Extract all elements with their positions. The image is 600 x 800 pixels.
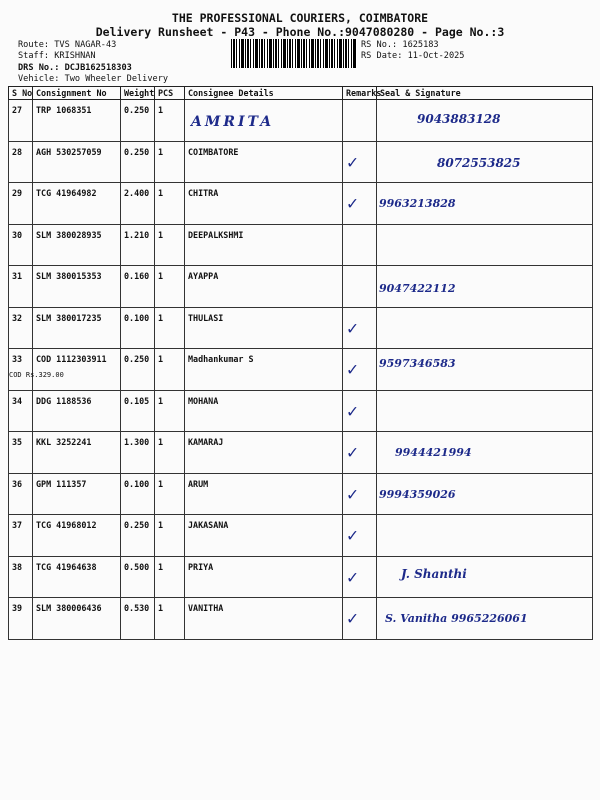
row-weight-text: 0.250 (124, 520, 150, 530)
row-sno-text: 31 (12, 271, 23, 281)
delivered-tick-mark: ✓ (347, 151, 358, 173)
col-consignee: Consignee Details (185, 87, 343, 100)
row-remarks (343, 432, 377, 474)
col-consignment: Consignment No (33, 87, 121, 100)
row-pcs (155, 598, 185, 640)
row-sno-text: 37 (12, 520, 23, 530)
consignee-name: Madhankumar S (188, 354, 254, 364)
row-consignment (33, 224, 121, 266)
row-signature (377, 515, 593, 557)
route-label: Route: TVS NAGAR-43 (18, 40, 117, 50)
handwritten-signature: 9963213828 (379, 197, 456, 210)
row-pcs (155, 100, 185, 142)
row-pcs-text: 1 (158, 437, 164, 447)
row-consignee (185, 266, 343, 308)
row-consignment (33, 432, 121, 474)
row-consignment (33, 266, 121, 308)
row-pcs-text: 1 (158, 229, 164, 240)
row-signature (377, 349, 593, 391)
row-sno-text: 27 (12, 105, 23, 115)
consignee-name: DEEPALKSHMI (188, 229, 244, 240)
row-consignee (185, 556, 343, 598)
row-sno (9, 100, 33, 142)
row-sno (9, 349, 33, 391)
row-consignment (33, 556, 121, 598)
row-consignment-text: TRP 1068351 (36, 105, 92, 115)
row-pcs-text: 1 (158, 561, 164, 572)
row-consignee (185, 515, 343, 557)
row-consignment-text: SLM 380017235 (36, 312, 102, 323)
row-pcs-text: 1 (158, 395, 164, 406)
rs-number: RS No.: 1625183 (361, 40, 439, 50)
delivered-tick-mark: ✓ (347, 400, 358, 422)
row-remarks (343, 515, 377, 557)
row-signature (377, 307, 593, 349)
row-weight-text: 0.160 (124, 271, 150, 281)
row-consignment (33, 100, 121, 142)
row-sno (9, 515, 33, 557)
row-sno (9, 266, 33, 308)
row-consignment-text: DDG 1188536 (36, 395, 92, 406)
row-sno-text: 36 (12, 478, 23, 489)
row-remarks (343, 349, 377, 391)
row-weight (121, 307, 155, 349)
consignee-name: COIMBATORE (188, 146, 239, 157)
row-signature (377, 100, 593, 142)
handwritten-signature: 9043883128 (417, 112, 501, 126)
row-weight (121, 349, 155, 391)
row-remarks (343, 473, 377, 515)
handwritten-signature: 9597346583 (379, 357, 456, 370)
row-pcs (155, 432, 185, 474)
delivered-tick-mark: ✓ (347, 566, 358, 588)
barcode-image (231, 39, 357, 68)
row-sno-text: 38 (12, 561, 23, 572)
row-pcs (155, 515, 185, 557)
row-consignee (185, 141, 343, 183)
row-remarks (343, 183, 377, 225)
row-signature (377, 183, 593, 225)
table-row (9, 598, 593, 640)
delivered-tick-mark: ✓ (347, 525, 358, 546)
delivery-table (8, 86, 593, 640)
row-consignment-text: AGH 530257059 (36, 146, 102, 157)
row-sno (9, 307, 33, 349)
table-row (9, 183, 593, 225)
table-row (9, 307, 593, 349)
row-weight (121, 598, 155, 640)
handwritten-signature: 9994359026 (379, 487, 456, 501)
row-consignee (185, 473, 343, 515)
row-consignee (185, 349, 343, 391)
row-weight (121, 432, 155, 474)
vehicle-label: Vehicle: Two Wheeler Delivery (18, 74, 169, 84)
row-remarks (343, 100, 377, 142)
consignee-name: KAMARAJ (188, 437, 224, 447)
row-pcs (155, 473, 185, 515)
row-consignment (33, 390, 121, 432)
row-pcs (155, 183, 185, 225)
handwritten-signature: 9047422112 (379, 282, 456, 295)
row-remarks (343, 141, 377, 183)
row-pcs-text: 1 (158, 146, 164, 157)
handwritten-signature: 9944421994 (395, 446, 472, 459)
row-signature (377, 556, 593, 598)
row-pcs-text: 1 (158, 105, 164, 115)
row-weight (121, 266, 155, 308)
row-sno (9, 141, 33, 183)
row-weight-text: 0.530 (124, 603, 150, 613)
row-sno-text: 28 (12, 146, 23, 157)
row-weight (121, 390, 155, 432)
table-row (9, 432, 593, 474)
handwritten-signature: S. Vanitha 9965226061 (385, 612, 528, 625)
row-consignment-text: TCG 41964982 (36, 188, 97, 198)
row-signature (377, 266, 593, 308)
row-weight-text: 0.100 (124, 312, 150, 323)
row-consignment (33, 183, 121, 225)
row-consignee (185, 307, 343, 349)
row-weight-text: 0.105 (124, 395, 150, 406)
row-sno-text: 35 (12, 437, 23, 447)
delivered-tick-mark: ✓ (347, 483, 358, 505)
row-remarks (343, 307, 377, 349)
row-pcs-text: 1 (158, 520, 164, 530)
row-pcs (155, 390, 185, 432)
row-sno (9, 556, 33, 598)
row-consignment-text: COD 1112303911 (36, 354, 107, 364)
col-pcs: PCS (155, 87, 185, 100)
handwritten-signature: 8072553825 (437, 155, 521, 170)
row-pcs-text: 1 (158, 478, 164, 489)
cod-amount: COD Rs.329.00 (9, 371, 64, 379)
row-sno (9, 224, 33, 266)
row-weight (121, 141, 155, 183)
row-sno-text: 30 (12, 229, 23, 240)
row-consignment (33, 598, 121, 640)
rs-date: RS Date: 11-Oct-2025 (361, 51, 465, 61)
consignee-name: CHITRA (188, 188, 219, 198)
table-row (9, 390, 593, 432)
row-sno-text: 29 (12, 188, 23, 198)
row-weight-text: 1.210 (124, 229, 150, 240)
row-consignment (33, 307, 121, 349)
table-row (9, 266, 593, 308)
col-remarks: Remarks (343, 87, 377, 100)
row-consignee (185, 598, 343, 640)
col-sno: S No (9, 87, 33, 100)
consignee-name: VANITHA (188, 603, 224, 613)
delivered-tick-mark: ✓ (347, 359, 358, 380)
table-row (9, 473, 593, 515)
row-sno-text: 33 (12, 354, 23, 364)
row-signature (377, 224, 593, 266)
row-weight-text: 2.400 (124, 188, 150, 198)
row-remarks (343, 390, 377, 432)
row-pcs-text: 1 (158, 188, 164, 198)
consignee-name: PRIYA (188, 561, 214, 572)
row-sno (9, 390, 33, 432)
row-weight-text: 0.500 (124, 561, 150, 572)
row-consignee (185, 183, 343, 225)
table-row (9, 515, 593, 557)
row-pcs (155, 556, 185, 598)
consignee-name: ARUM (188, 478, 209, 489)
row-pcs (155, 141, 185, 183)
row-weight-text: 1.300 (124, 437, 150, 447)
col-signature: Seal & Signature (377, 87, 593, 100)
row-pcs (155, 224, 185, 266)
row-pcs (155, 266, 185, 308)
row-sno (9, 183, 33, 225)
row-weight-text: 0.250 (124, 146, 150, 157)
row-consignment (33, 515, 121, 557)
row-consignee (185, 100, 343, 142)
company-title: THE PROFESSIONAL COURIERS, COIMBATORE (171, 11, 429, 25)
row-weight (121, 100, 155, 142)
row-consignment-text: GPM 111357 (36, 478, 87, 489)
consignee-name: THULASI (188, 312, 224, 323)
row-sno (9, 598, 33, 640)
staff-label: Staff: KRISHNAN (18, 51, 96, 61)
table-row (9, 556, 593, 598)
table-row (9, 349, 593, 391)
runsheet-subtitle: Delivery Runsheet - P43 - Phone No.:9047080280 - Page No.:3 (95, 25, 505, 39)
row-weight-text: 0.100 (124, 478, 150, 489)
row-signature (377, 141, 593, 183)
row-consignment (33, 141, 121, 183)
delivered-tick-mark: ✓ (347, 193, 358, 214)
table-row (9, 141, 593, 183)
row-sno-text: 32 (12, 312, 23, 323)
row-consignment-text: SLM 380015353 (36, 271, 102, 281)
row-consignment-text: SLM 380028935 (36, 229, 102, 240)
row-pcs-text: 1 (158, 312, 164, 323)
row-pcs-text: 1 (158, 603, 164, 613)
row-pcs (155, 307, 185, 349)
row-consignment (33, 473, 121, 515)
row-signature (377, 432, 593, 474)
row-weight (121, 224, 155, 266)
row-pcs-text: 1 (158, 271, 164, 281)
row-sno-text: 34 (12, 395, 23, 406)
row-consignment-text: TCG 41968012 (36, 520, 97, 530)
delivered-tick-mark: ✓ (347, 442, 358, 463)
row-consignment-text: SLM 380006436 (36, 603, 102, 613)
row-pcs-text: 1 (158, 354, 164, 364)
handwritten-consignee-name: AMRITA (191, 114, 275, 130)
row-weight (121, 556, 155, 598)
row-signature (377, 390, 593, 432)
row-consignment-text: TCG 41964638 (36, 561, 97, 572)
consignee-name: AYAPPA (188, 271, 219, 281)
consignee-name: JAKASANA (188, 520, 229, 530)
row-weight (121, 183, 155, 225)
row-consignee (185, 390, 343, 432)
row-sno (9, 432, 33, 474)
row-signature (377, 473, 593, 515)
row-consignment-text: KKL 3252241 (36, 437, 92, 447)
row-weight-text: 0.250 (124, 105, 150, 115)
row-remarks (343, 224, 377, 266)
row-weight (121, 473, 155, 515)
drs-number: DRS No.: DCJB162518303 (18, 63, 132, 73)
row-signature (377, 598, 593, 640)
table-row (9, 224, 593, 266)
row-sno (9, 473, 33, 515)
row-remarks (343, 556, 377, 598)
delivered-tick-mark: ✓ (347, 317, 358, 339)
row-weight-text: 0.250 (124, 354, 150, 364)
row-remarks (343, 266, 377, 308)
table-header-row (9, 87, 593, 100)
col-weight: Weight (121, 87, 155, 100)
delivered-tick-mark: ✓ (347, 608, 358, 629)
row-consignee (185, 432, 343, 474)
row-pcs (155, 349, 185, 391)
row-sno-text: 39 (12, 603, 23, 613)
handwritten-signature: J. Shanthi (401, 566, 467, 581)
consignee-name: MOHANA (188, 395, 219, 406)
table-row (9, 100, 593, 142)
row-weight (121, 515, 155, 557)
row-consignee (185, 224, 343, 266)
row-remarks (343, 598, 377, 640)
